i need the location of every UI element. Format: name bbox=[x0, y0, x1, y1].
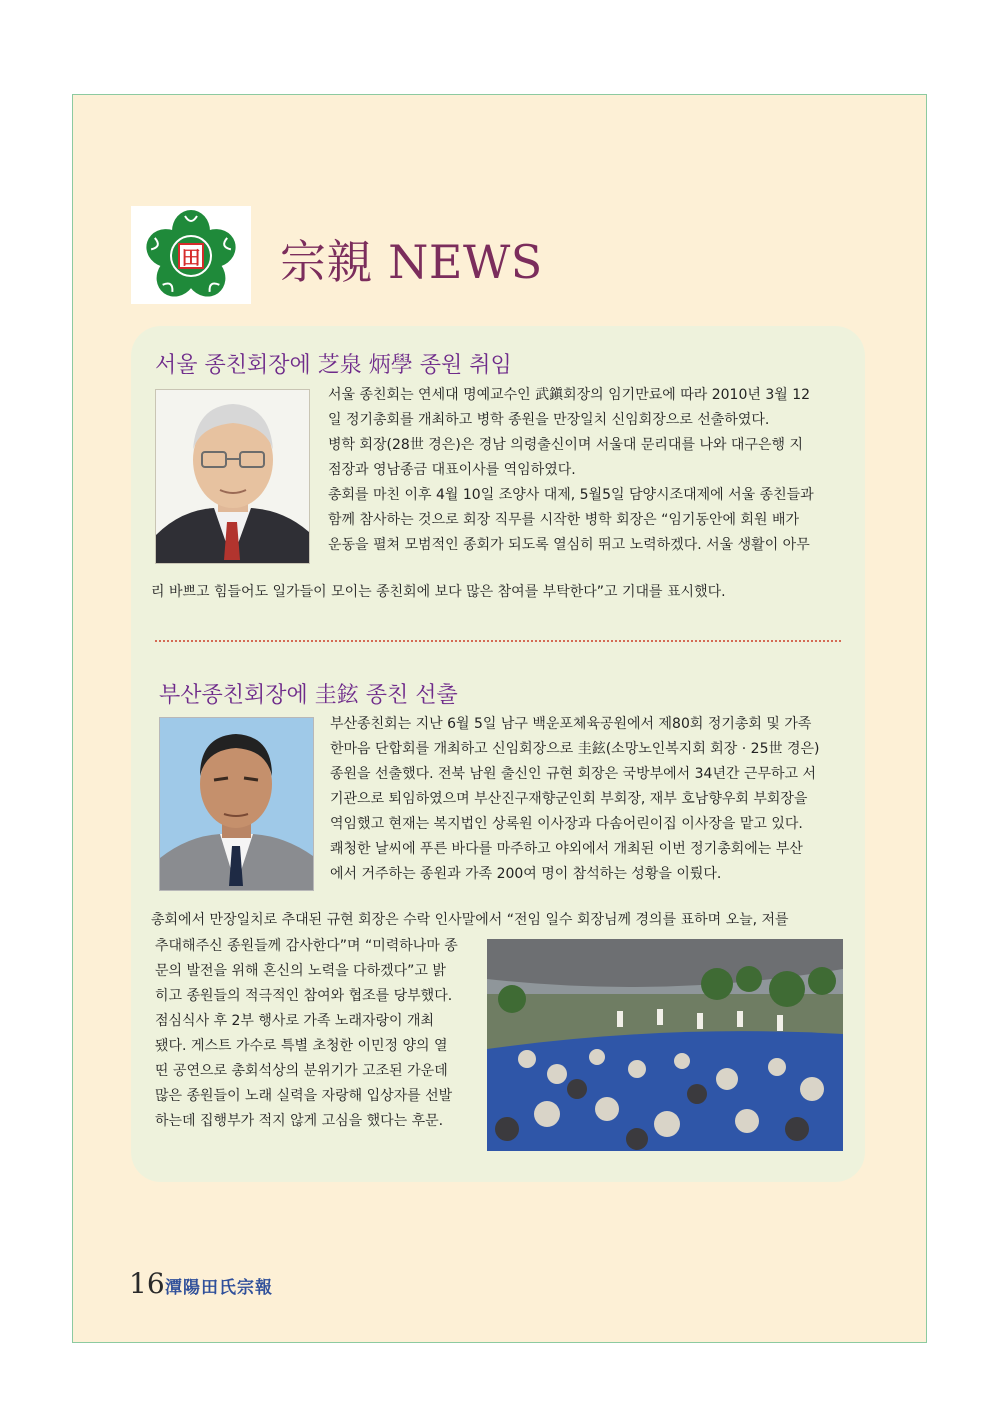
article2-line: 쾌청한 날씨에 푸른 바다를 마주하고 야외에서 개최된 이번 정기총회에는 부산 bbox=[330, 841, 803, 857]
article1-line: 운동을 펼쳐 모범적인 종회가 되도록 열심히 뛰고 노력하겠다. 서울 생활이 아무 bbox=[328, 537, 810, 553]
portrait-photo-seoul bbox=[155, 389, 310, 564]
page-number: 16 bbox=[129, 1267, 165, 1300]
article2-line: 많은 종원들이 노래 실력을 자랑해 입상자를 선발 bbox=[155, 1088, 453, 1104]
article2-line: 에서 거주하는 종원과 가족 200여 명이 참석하는 성황을 이뤘다. bbox=[330, 866, 722, 882]
article2-line: 히고 종원들의 적극적인 참여와 협조를 당부했다. bbox=[155, 988, 453, 1004]
article2-body bbox=[330, 712, 841, 887]
article2-line: 됐다. 게스트 가수로 특별 초청한 이민정 양의 열 bbox=[155, 1038, 448, 1054]
article1-body bbox=[328, 383, 839, 558]
publication-name: 潭陽田氏宗報 bbox=[165, 1278, 273, 1298]
article2-line: 점심식사 후 2부 행사로 가족 노래자랑이 개최 bbox=[155, 1013, 435, 1029]
flower-emblem-icon bbox=[131, 206, 251, 304]
article1-body-full bbox=[151, 580, 841, 605]
section-divider bbox=[155, 640, 841, 642]
article2-line: 총회에서 만장일치로 추대된 규현 회장은 수락 인사말에서 “전임 일수 회장님께 경의를 표하며 오늘, 저를 bbox=[151, 912, 789, 928]
article1-line: 병학 회장(28世 경은)은 경남 의령출신이며 서울대 문리대를 나와 대구은행 지 bbox=[328, 437, 803, 453]
article1-line: 리 바쁘고 힘들어도 일가들이 모이는 종친회에 보다 많은 참여를 부탁한다”고 기대를 표시했다. bbox=[151, 584, 726, 600]
section-title: 宗親 NEWS bbox=[280, 235, 543, 289]
article1-line: 총회를 마친 이후 4월 10일 조양사 대제, 5월5일 담양시조대제에 서울 종친들과 bbox=[328, 487, 814, 503]
article2-line: 종원을 선출했다. 전북 남원 출신인 규현 회장은 국방부에서 34년간 근무하고 서 bbox=[330, 766, 817, 782]
article2-line: 추대해주신 종원들께 감사한다”며 “미력하나마 종 bbox=[155, 938, 458, 954]
article1-line: 일 정기총회를 개최하고 병학 종원을 만장일치 신임회장으로 선출하였다. bbox=[328, 412, 770, 428]
article2-line: 부산종친회는 지난 6월 5일 남구 백운포체육공원에서 제80회 정기총회 및 가족 bbox=[330, 716, 812, 732]
portrait-photo-busan bbox=[159, 717, 314, 891]
article1-line: 서울 종친회는 연세대 명예교수인 武鎭회장의 임기만료에 따라 2010년 3월 12 bbox=[328, 387, 811, 403]
gathering-photo bbox=[487, 939, 843, 1151]
article2-headline: 부산종친회장에 圭鉉 종친 선출 bbox=[159, 683, 458, 708]
article2-body-full bbox=[151, 908, 841, 933]
logo-character: 田 bbox=[181, 247, 201, 269]
article1-line: 점장과 영남종금 대표이사를 역임하였다. bbox=[328, 462, 576, 478]
article2-line: 띤 공연으로 총회석상의 분위기가 고조된 가운데 bbox=[155, 1063, 448, 1079]
article2-line: 역임했고 현재는 복지법인 상록원 이사장과 다솜어린이집 이사장을 맡고 있다. bbox=[330, 816, 803, 832]
article1-headline: 서울 종친회장에 芝泉 炳學 종원 취임 bbox=[155, 353, 512, 378]
article2-line: 기관으로 퇴임하였으며 부산진구재향군인회 부회장, 재부 호남향우회 부회장을 bbox=[330, 791, 808, 807]
article2-line: 하는데 집행부가 적지 않게 고심을 했다는 후문. bbox=[155, 1113, 444, 1129]
article2-line: 한마음 단합회를 개최하고 신임회장으로 圭鉉(소망노인복지회 회장 · 25世 경은) bbox=[330, 741, 820, 757]
clan-logo bbox=[131, 206, 251, 304]
article2-body-narrow bbox=[155, 934, 471, 1134]
article1-line: 함께 참사하는 것으로 회장 직무를 시작한 병학 회장은 “임기동안에 회원 배가 bbox=[328, 512, 799, 528]
article2-line: 문의 발전을 위해 혼신의 노력을 다하겠다”고 밝 bbox=[155, 963, 446, 979]
